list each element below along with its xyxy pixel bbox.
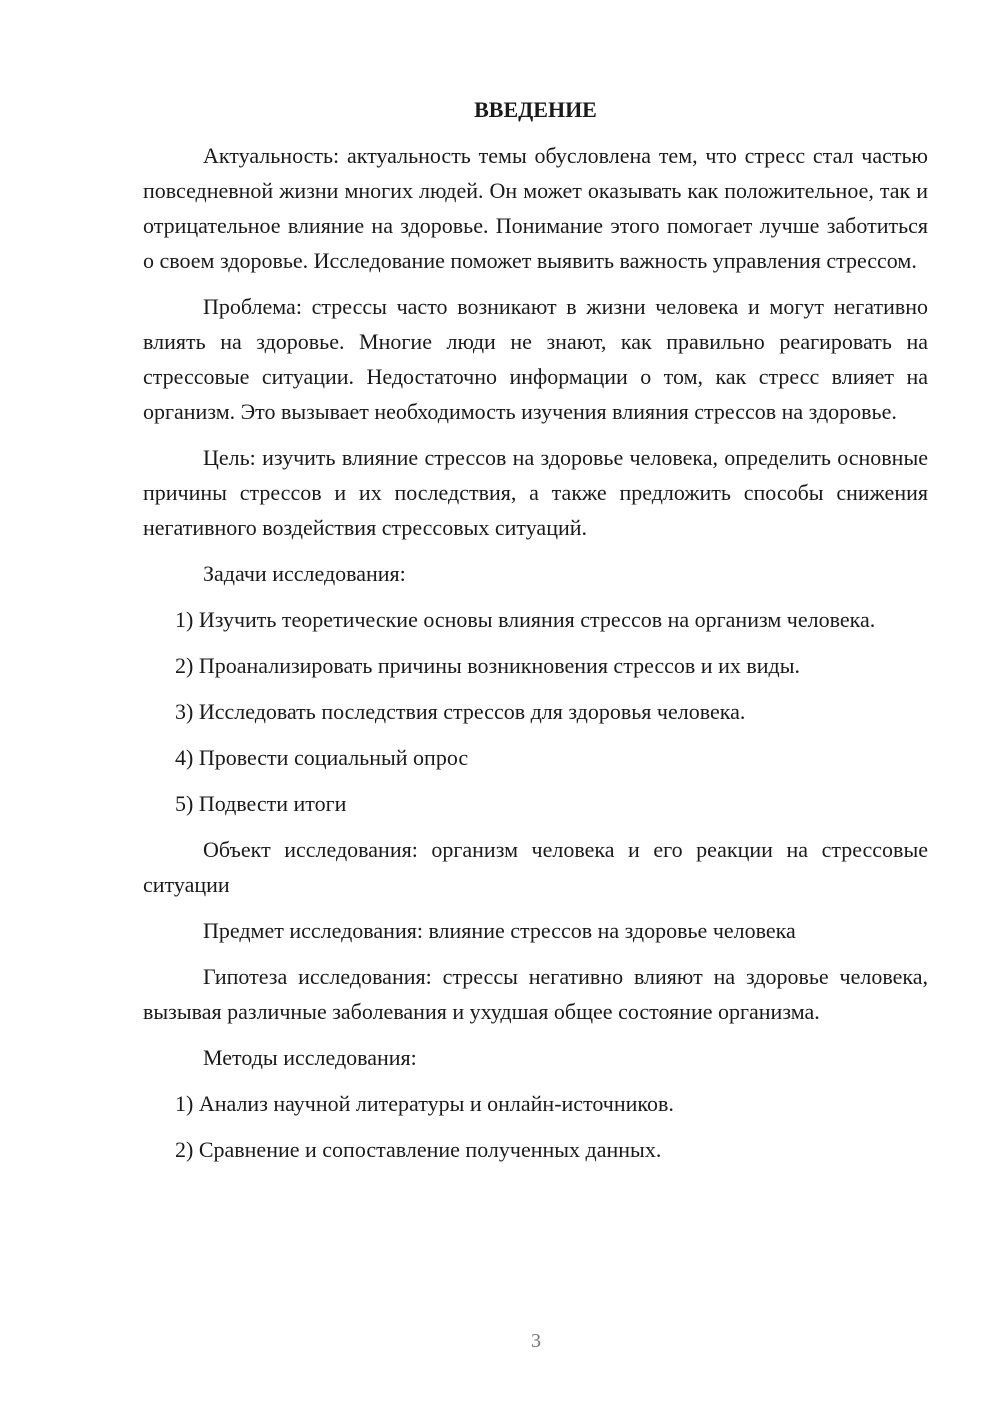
goal-paragraph: Цель: изучить влияние стрессов на здоровье человека, определить основные причины стрессов и их последствия, а также предложить способы снижения негативного воздействия стрессовых ситуаций. — [143, 445, 928, 540]
object-paragraph: Объект исследования: организм человека и его реакции на стрессовые ситуации — [143, 837, 928, 897]
method-item-2: 2) Сравнение и сопоставление полученных данных. — [175, 1137, 662, 1162]
task-item-4: 4) Провести социальный опрос — [175, 745, 469, 770]
section-title: ВВЕДЕНИЕ — [474, 97, 597, 122]
page-number: 3 — [531, 1330, 541, 1352]
task-item-3: 3) Исследовать последствия стрессов для здоровья человека. — [175, 699, 746, 724]
task-item-1: 1) Изучить теоретические основы влияния стрессов на организм человека. — [175, 607, 876, 632]
problem-paragraph: Проблема: стрессы часто возникают в жизни человека и могут негативно влиять на здоровье. Многие люди не знают, как правильно реагировать на стрессовые ситуации. Недостаточно информации о том, как стресс влияет на организм. Это вызывает необходимость изучения влияния стрессов на здоровье. — [143, 294, 928, 424]
tasks-heading: Задачи исследования: — [203, 561, 406, 586]
subject-paragraph: Предмет исследования: влияние стрессов на здоровье человека — [203, 918, 796, 943]
hypothesis-paragraph: Гипотеза исследования: стрессы негативно влияют на здоровье человека, вызывая различные заболевания и ухудшая общее состояние организма. — [143, 964, 928, 1024]
relevance-paragraph: Актуальность: актуальность темы обусловлена тем, что стресс стал частью повседневной жизни многих людей. Он может оказывать как положительное, так и отрицательное влияние на здоровье. Понимание этого помогает лучше заботиться о своем здоровье. Исследование поможет выявить важность управления стрессом. — [143, 143, 928, 273]
task-item-2: 2) Проанализировать причины возникновения стрессов и их виды. — [175, 653, 800, 678]
document-page — [143, 92, 928, 1178]
methods-heading: Методы исследования: — [203, 1045, 417, 1070]
method-item-1: 1) Анализ научной литературы и онлайн-источников. — [175, 1091, 674, 1116]
task-item-5: 5) Подвести итоги — [175, 791, 347, 816]
